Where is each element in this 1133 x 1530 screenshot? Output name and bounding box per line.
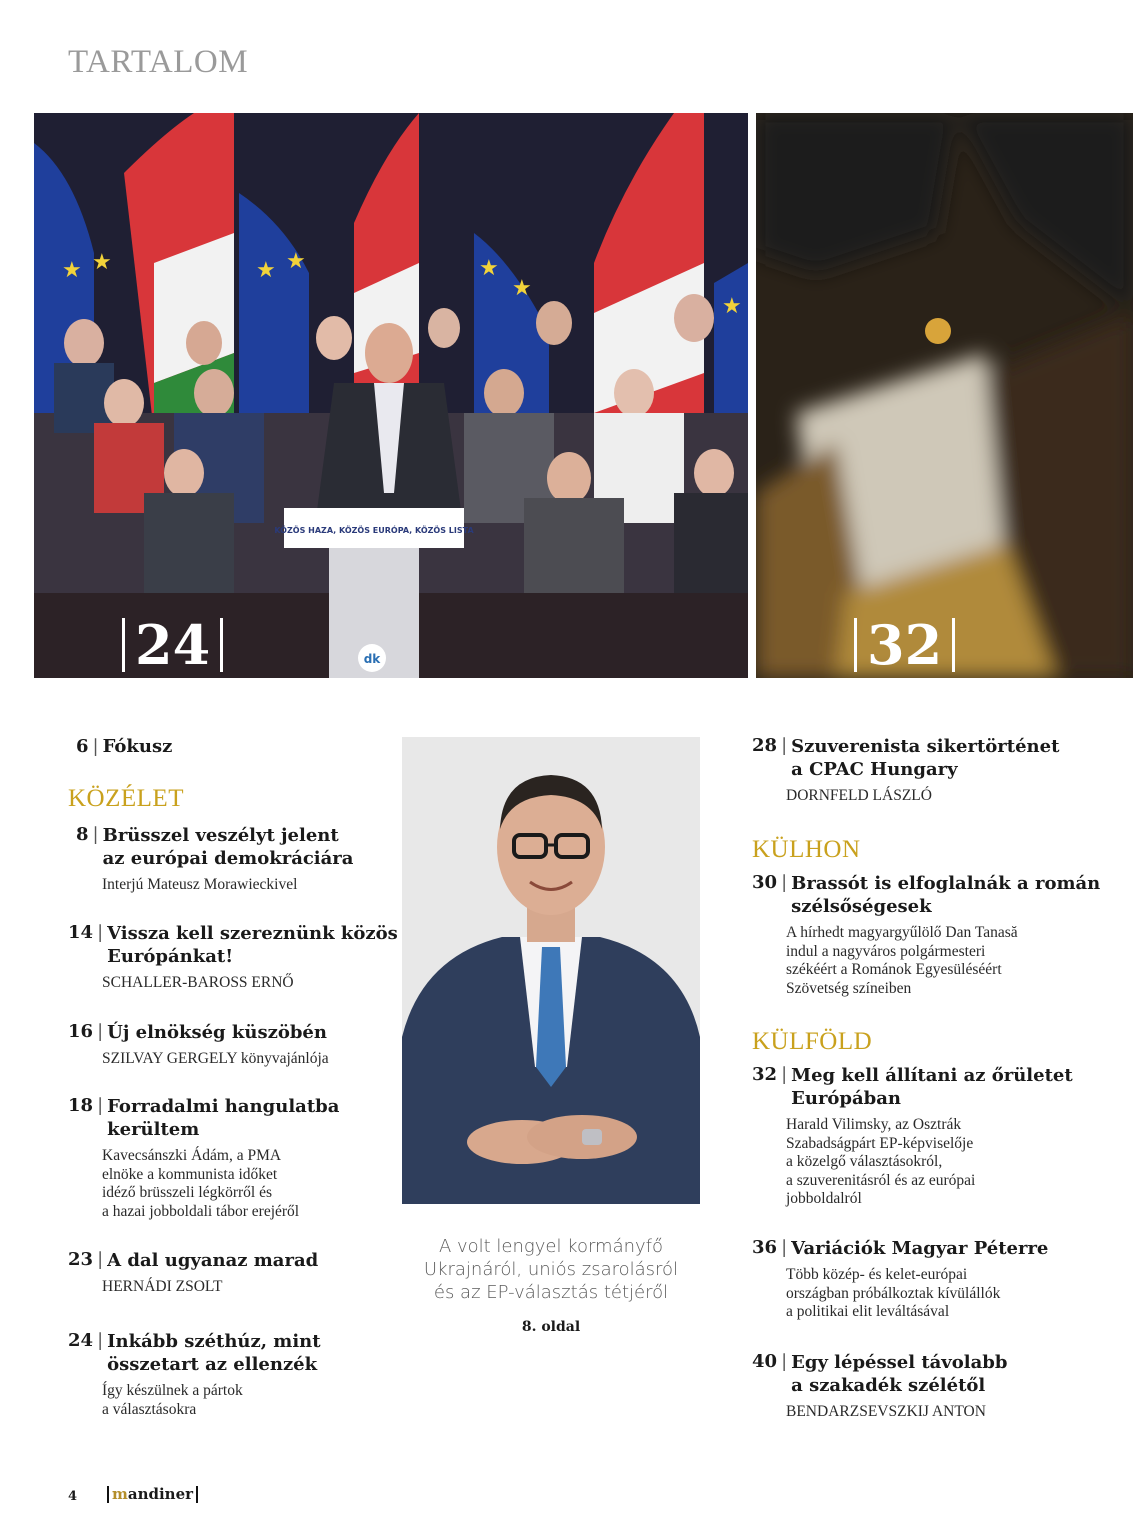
entry-title: Brassót is elfoglalnák a román szélsőségesek [791, 873, 1101, 917]
svg-text:★: ★ [479, 256, 499, 281]
toc-entry-6[interactable]: 6 | Fókusz [76, 736, 173, 757]
entry-title: Egy lépéssel távolabb a szakadék szélétől [791, 1352, 1008, 1396]
toc-entry-16[interactable]: 16 | Új elnökség küszöbén SZILVAY GERGELY könyvajánlója [68, 1021, 398, 1069]
footer-logo [107, 1486, 198, 1503]
entry-number: 23 [68, 1249, 94, 1270]
entry-title: Variációk Magyar Péterre [791, 1238, 1049, 1259]
toc-entry-28[interactable]: 28 | Szuverenista sikertörténet a CPAC Hungary DORNFELD LÁSZLÓ [752, 735, 1092, 806]
portrait-illustration [402, 737, 700, 1204]
toc-entry-23[interactable]: 23 | A dal ugyanaz marad HERNÁDI ZSOLT [68, 1249, 398, 1297]
page-badge-24: 24 [122, 618, 223, 672]
entry-title: Forradalmi hangulatba kerültem [107, 1096, 340, 1140]
entry-title: Új elnökség küszöbén [107, 1022, 327, 1043]
dk-logo: dk [363, 652, 381, 666]
toc-entry-36[interactable]: 36 | Variációk Magyar Péterre Több közép- és kelet-európai országban próbálkoztak kívülállók a politikai elit leváltásával [752, 1237, 1102, 1322]
entry-title: Fókusz [102, 736, 173, 757]
rally-illustration [34, 113, 748, 678]
portrait-caption: A volt lengyel kormányfő Ukrajnáról, uniós zsarolásról és az EP-választás tétjéről [423, 1236, 679, 1303]
toc-entry-30[interactable]: 30 | Brassót is elfoglalnák a román szélsőségesek A hírhedt magyargyűlölő Dan Tanasă indul a nagyváros polgármesteri székéért a Románok Egyesüléséért Szövetség színeiben [752, 872, 1101, 997]
entry-desc: HERNÁDI ZSOLT [102, 1278, 223, 1295]
entry-number: 30 [752, 872, 778, 893]
svg-text:★: ★ [62, 258, 82, 283]
entry-number: 24 [68, 1330, 94, 1351]
ballot-illustration [756, 113, 1133, 678]
toc-entry-18[interactable]: 18 | Forradalmi hangulatba kerültem Kavecsánszki Ádám, a PMA elnöke a kommunista időket idéző brüsszeli légkörről és a hazai jobboldali tábor erejéről [68, 1095, 398, 1221]
entry-desc: Harald Vilimsky, az Osztrák Szabadságpárt EP-képviselője a közelgő választásokról, a szuverenitásról és az európai jobboldalról [786, 1116, 976, 1207]
logo-rest: andiner [127, 1485, 194, 1503]
svg-text:★: ★ [722, 294, 742, 319]
svg-text:★: ★ [512, 276, 532, 301]
section-kozelet: KÖZÉLET [68, 785, 184, 812]
entry-desc: Interjú Mateusz Morawieckivel [102, 876, 298, 893]
svg-text:★: ★ [286, 249, 306, 274]
logo-m: m [112, 1485, 128, 1503]
page-title: TARTALOM [68, 44, 249, 80]
section-kulhon: KÜLHON [752, 836, 861, 863]
entry-title: Szuverenista sikertörténet a CPAC Hungary [791, 736, 1060, 780]
podium-text: KÖZÖS HAZA, KÖZÖS EURÓPA, KÖZÖS LISTA [274, 526, 474, 535]
portrait-page-ref[interactable]: 8. oldal [521, 1319, 581, 1335]
entry-desc: Kavecsánszki Ádám, a PMA elnöke a kommunista időket idéző brüsszeli légkörről és a hazai jobboldali tábor erejéről [102, 1147, 300, 1220]
entry-desc: DORNFELD LÁSZLÓ [786, 787, 932, 804]
entry-number: 16 [68, 1021, 94, 1042]
toc-entry-8[interactable]: 8 | Brüsszel veszélyt jelent az európai demokráciára Interjú Mateusz Morawieckivel [76, 824, 396, 895]
entry-number: 28 [752, 735, 778, 756]
toc-entry-32[interactable]: 32 | Meg kell állítani az őrületet Európában Harald Vilimsky, az Osztrák Szabadságpárt EP-képviselője a közelgő választásokról, a szuverenitásról és az európai jobboldalról [752, 1064, 1102, 1209]
entry-desc: SCHALLER-BAROSS ERNŐ [102, 974, 294, 991]
entry-desc: SZILVAY GERGELY könyvajánlója [102, 1050, 329, 1067]
svg-text:★: ★ [92, 250, 112, 275]
entry-desc: Több közép- és kelet-európai országban próbálkoztak kívülállók a politikai elit leváltásával [786, 1266, 1001, 1320]
entry-desc: Így készülnek a pártok a választásokra [102, 1382, 243, 1418]
entry-desc: BENDARZSEVSZKIJ ANTON [786, 1403, 986, 1420]
entry-title: Inkább széthúz, mint összetart az ellenzék [107, 1331, 321, 1375]
ballot-photo [756, 113, 1133, 678]
entry-number: 8 [76, 824, 89, 845]
toc-entry-14[interactable]: 14 | Vissza kell szereznünk közös Európánkat! SCHALLER-BAROSS ERNŐ [68, 922, 398, 991]
entry-title: Brüsszel veszélyt jelent az európai demokráciára [102, 825, 354, 869]
entry-number: 40 [752, 1351, 778, 1372]
entry-number: 14 [68, 922, 94, 943]
entry-number: 18 [68, 1095, 94, 1116]
portrait-photo [402, 737, 700, 1204]
toc-entry-24[interactable]: 24 | Inkább széthúz, mint összetart az ellenzék Így készülnek a pártok a választásokra [68, 1330, 398, 1419]
section-kulfold: KÜLFÖLD [752, 1028, 873, 1055]
entry-desc: A hírhedt magyargyűlölő Dan Tanasă indul a nagyváros polgármesteri székéért a Románok Egyesüléséért Szövetség színeiben [786, 924, 1018, 997]
entry-number: 36 [752, 1237, 778, 1258]
svg-text:★: ★ [256, 258, 276, 283]
footer-page-number: 4 [68, 1489, 78, 1504]
page-badge-32: 32 [854, 618, 955, 672]
entry-number: 6 [76, 736, 89, 757]
rally-photo [34, 113, 748, 678]
entry-title: Meg kell állítani az őrületet Európában [791, 1065, 1073, 1109]
entry-title: Vissza kell szereznünk közös Európánkat! [107, 923, 398, 967]
toc-entry-40[interactable]: 40 | Egy lépéssel távolabb a szakadék szélétől BENDARZSEVSZKIJ ANTON [752, 1351, 1102, 1422]
entry-title: A dal ugyanaz marad [107, 1250, 319, 1271]
entry-number: 32 [752, 1064, 778, 1085]
